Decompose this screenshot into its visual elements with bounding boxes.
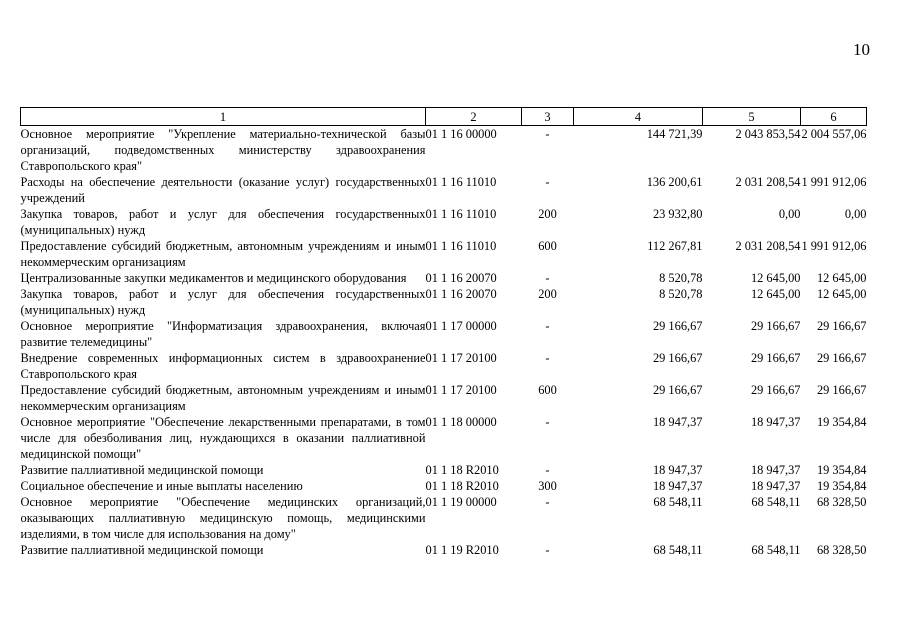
- row-amount-col6: 1 991 912,06: [801, 175, 867, 189]
- table-row: [21, 174, 867, 206]
- row-code: 01 1 18 R2010: [425, 463, 499, 477]
- row-code: 01 1 18 R2010: [425, 479, 499, 493]
- row-amount-col4: 68 548,11: [653, 543, 703, 557]
- row-expense-type: 300: [538, 479, 557, 493]
- row-amount-col6: 1 991 912,06: [801, 239, 867, 253]
- row-code: 01 1 18 00000: [425, 415, 497, 429]
- header-row: [21, 108, 867, 126]
- table-row: [21, 286, 867, 318]
- row-amount-col4: 29 166,67: [652, 319, 703, 333]
- row-amount-col5: 0,00: [778, 207, 801, 221]
- row-amount-col4: 136 200,61: [646, 175, 703, 189]
- row-amount-col5: 12 645,00: [750, 271, 801, 285]
- column-header-1: 1: [21, 108, 426, 126]
- row-expense-type: -: [545, 271, 550, 285]
- row-name: Основное мероприятие "Обеспечение лекарственными препаратами, в том числе для обезболивания лиц, нуждающихся в оказании паллиативной медицинской помощи": [20, 415, 426, 461]
- row-amount-col5: 18 947,37: [750, 463, 801, 477]
- row-amount-col4: 8 520,78: [659, 287, 703, 301]
- row-amount-col4: 29 166,67: [652, 383, 703, 397]
- row-amount-col4: 23 932,80: [652, 207, 703, 221]
- row-expense-type: -: [545, 415, 550, 429]
- column-header-6: 6: [801, 108, 867, 126]
- row-amount-col4: 144 721,39: [646, 127, 703, 141]
- row-amount-col5: 68 548,11: [751, 543, 801, 557]
- column-header-5: 5: [703, 108, 801, 126]
- row-code: 01 1 16 11010: [425, 175, 497, 189]
- row-name: Централизованные закупки медикаментов и медицинского оборудования: [20, 271, 407, 285]
- row-amount-col6: 19 354,84: [816, 479, 867, 493]
- table-row: [21, 270, 867, 286]
- row-amount-col6: 68 328,50: [816, 495, 867, 509]
- row-code: 01 1 16 11010: [425, 239, 497, 253]
- row-amount-col5: 18 947,37: [750, 479, 801, 493]
- row-expense-type: -: [545, 495, 550, 509]
- row-amount-col4: 68 548,11: [653, 495, 703, 509]
- row-expense-type: -: [545, 319, 550, 333]
- row-amount-col5: 2 031 208,54: [735, 175, 801, 189]
- table-row: [21, 126, 867, 175]
- row-amount-col5: 29 166,67: [750, 383, 801, 397]
- row-expense-type: -: [545, 463, 550, 477]
- table-row: [21, 350, 867, 382]
- row-name: Предоставление субсидий бюджетным, автономным учреждениям и иным некоммерческим организациям: [20, 239, 426, 269]
- row-amount-col4: 18 947,37: [652, 463, 703, 477]
- row-expense-type: 600: [538, 239, 557, 253]
- row-name: Основное мероприятие "Обеспечение медицинских организаций, оказывающих паллиативную медицинскую помощь, медицинскими изделиями, в том числе для использования на дому": [20, 495, 426, 541]
- table-body: [21, 126, 867, 559]
- table-row: [21, 494, 867, 542]
- row-amount-col4: 8 520,78: [659, 271, 703, 285]
- column-header-3: 3: [522, 108, 574, 126]
- table-header: [21, 108, 867, 126]
- column-header-4: 4: [574, 108, 703, 126]
- row-amount-col5: 29 166,67: [750, 351, 801, 365]
- row-amount-col6: 19 354,84: [816, 415, 867, 429]
- row-name: Социальное обеспечение и иные выплаты населению: [20, 479, 303, 493]
- row-name: Основное мероприятие "Укрепление материально-технической базы организаций, подведомственных министерству здравоохранения Ставропольского края": [20, 127, 426, 173]
- row-amount-col4: 18 947,37: [652, 415, 703, 429]
- row-amount-col4: 29 166,67: [652, 351, 703, 365]
- row-expense-type: -: [545, 351, 550, 365]
- row-amount-col6: 12 645,00: [816, 271, 867, 285]
- row-amount-col5: 2 043 853,54: [735, 127, 801, 141]
- row-expense-type: -: [545, 127, 550, 141]
- row-amount-col5: 12 645,00: [750, 287, 801, 301]
- table-row: [21, 382, 867, 414]
- row-amount-col6: 19 354,84: [816, 463, 867, 477]
- table-row: [21, 462, 867, 478]
- row-name: Развитие паллиативной медицинской помощи: [20, 543, 264, 557]
- row-expense-type: -: [545, 543, 550, 557]
- row-amount-col6: 29 166,67: [816, 319, 867, 333]
- row-amount-col6: 2 004 557,06: [801, 127, 867, 141]
- row-amount-col6: 0,00: [844, 207, 867, 221]
- row-amount-col5: 18 947,37: [750, 415, 801, 429]
- row-code: 01 1 16 20070: [425, 287, 497, 301]
- column-header-2: 2: [426, 108, 522, 126]
- row-name: Внедрение современных информационных систем в здравоохранение Ставропольского края: [20, 351, 426, 381]
- row-expense-type: 200: [538, 287, 557, 301]
- table-row: [21, 318, 867, 350]
- row-expense-type: 600: [538, 383, 557, 397]
- row-name: Основное мероприятие "Информатизация здравоохранения, включая развитие телемедицины": [20, 319, 426, 349]
- row-code: 01 1 19 00000: [425, 495, 497, 509]
- row-amount-col6: 12 645,00: [816, 287, 867, 301]
- row-amount-col6: 29 166,67: [816, 383, 867, 397]
- row-amount-col4: 112 267,81: [647, 239, 703, 253]
- row-name: Предоставление субсидий бюджетным, автономным учреждениям и иным некоммерческим организациям: [20, 383, 426, 413]
- page-number: 10: [853, 40, 870, 59]
- row-name: Закупка товаров, работ и услуг для обеспечения государственных (муниципальных) нужд: [20, 287, 426, 317]
- row-name: Закупка товаров, работ и услуг для обеспечения государственных (муниципальных) нужд: [20, 207, 426, 237]
- row-amount-col5: 29 166,67: [750, 319, 801, 333]
- budget-table: [20, 107, 867, 558]
- table-row: [21, 238, 867, 270]
- row-code: 01 1 16 11010: [425, 207, 497, 221]
- row-amount-col5: 2 031 208,54: [735, 239, 801, 253]
- row-name: Развитие паллиативной медицинской помощи: [20, 463, 264, 477]
- row-expense-type: -: [545, 175, 550, 189]
- row-amount-col4: 18 947,37: [652, 479, 703, 493]
- row-name: Расходы на обеспечение деятельности (оказание услуг) государственных учреждений: [20, 175, 426, 205]
- row-code: 01 1 17 00000: [425, 319, 497, 333]
- row-amount-col5: 68 548,11: [751, 495, 801, 509]
- row-amount-col6: 68 328,50: [816, 543, 867, 557]
- row-code: 01 1 17 20100: [425, 351, 497, 365]
- row-code: 01 1 16 00000: [425, 127, 497, 141]
- table-row: [21, 478, 867, 494]
- row-amount-col6: 29 166,67: [816, 351, 867, 365]
- row-expense-type: 200: [538, 207, 557, 221]
- table-row: [21, 542, 867, 558]
- row-code: 01 1 19 R2010: [425, 543, 499, 557]
- table-row: [21, 414, 867, 462]
- row-code: 01 1 17 20100: [425, 383, 497, 397]
- row-code: 01 1 16 20070: [425, 271, 497, 285]
- table-row: [21, 206, 867, 238]
